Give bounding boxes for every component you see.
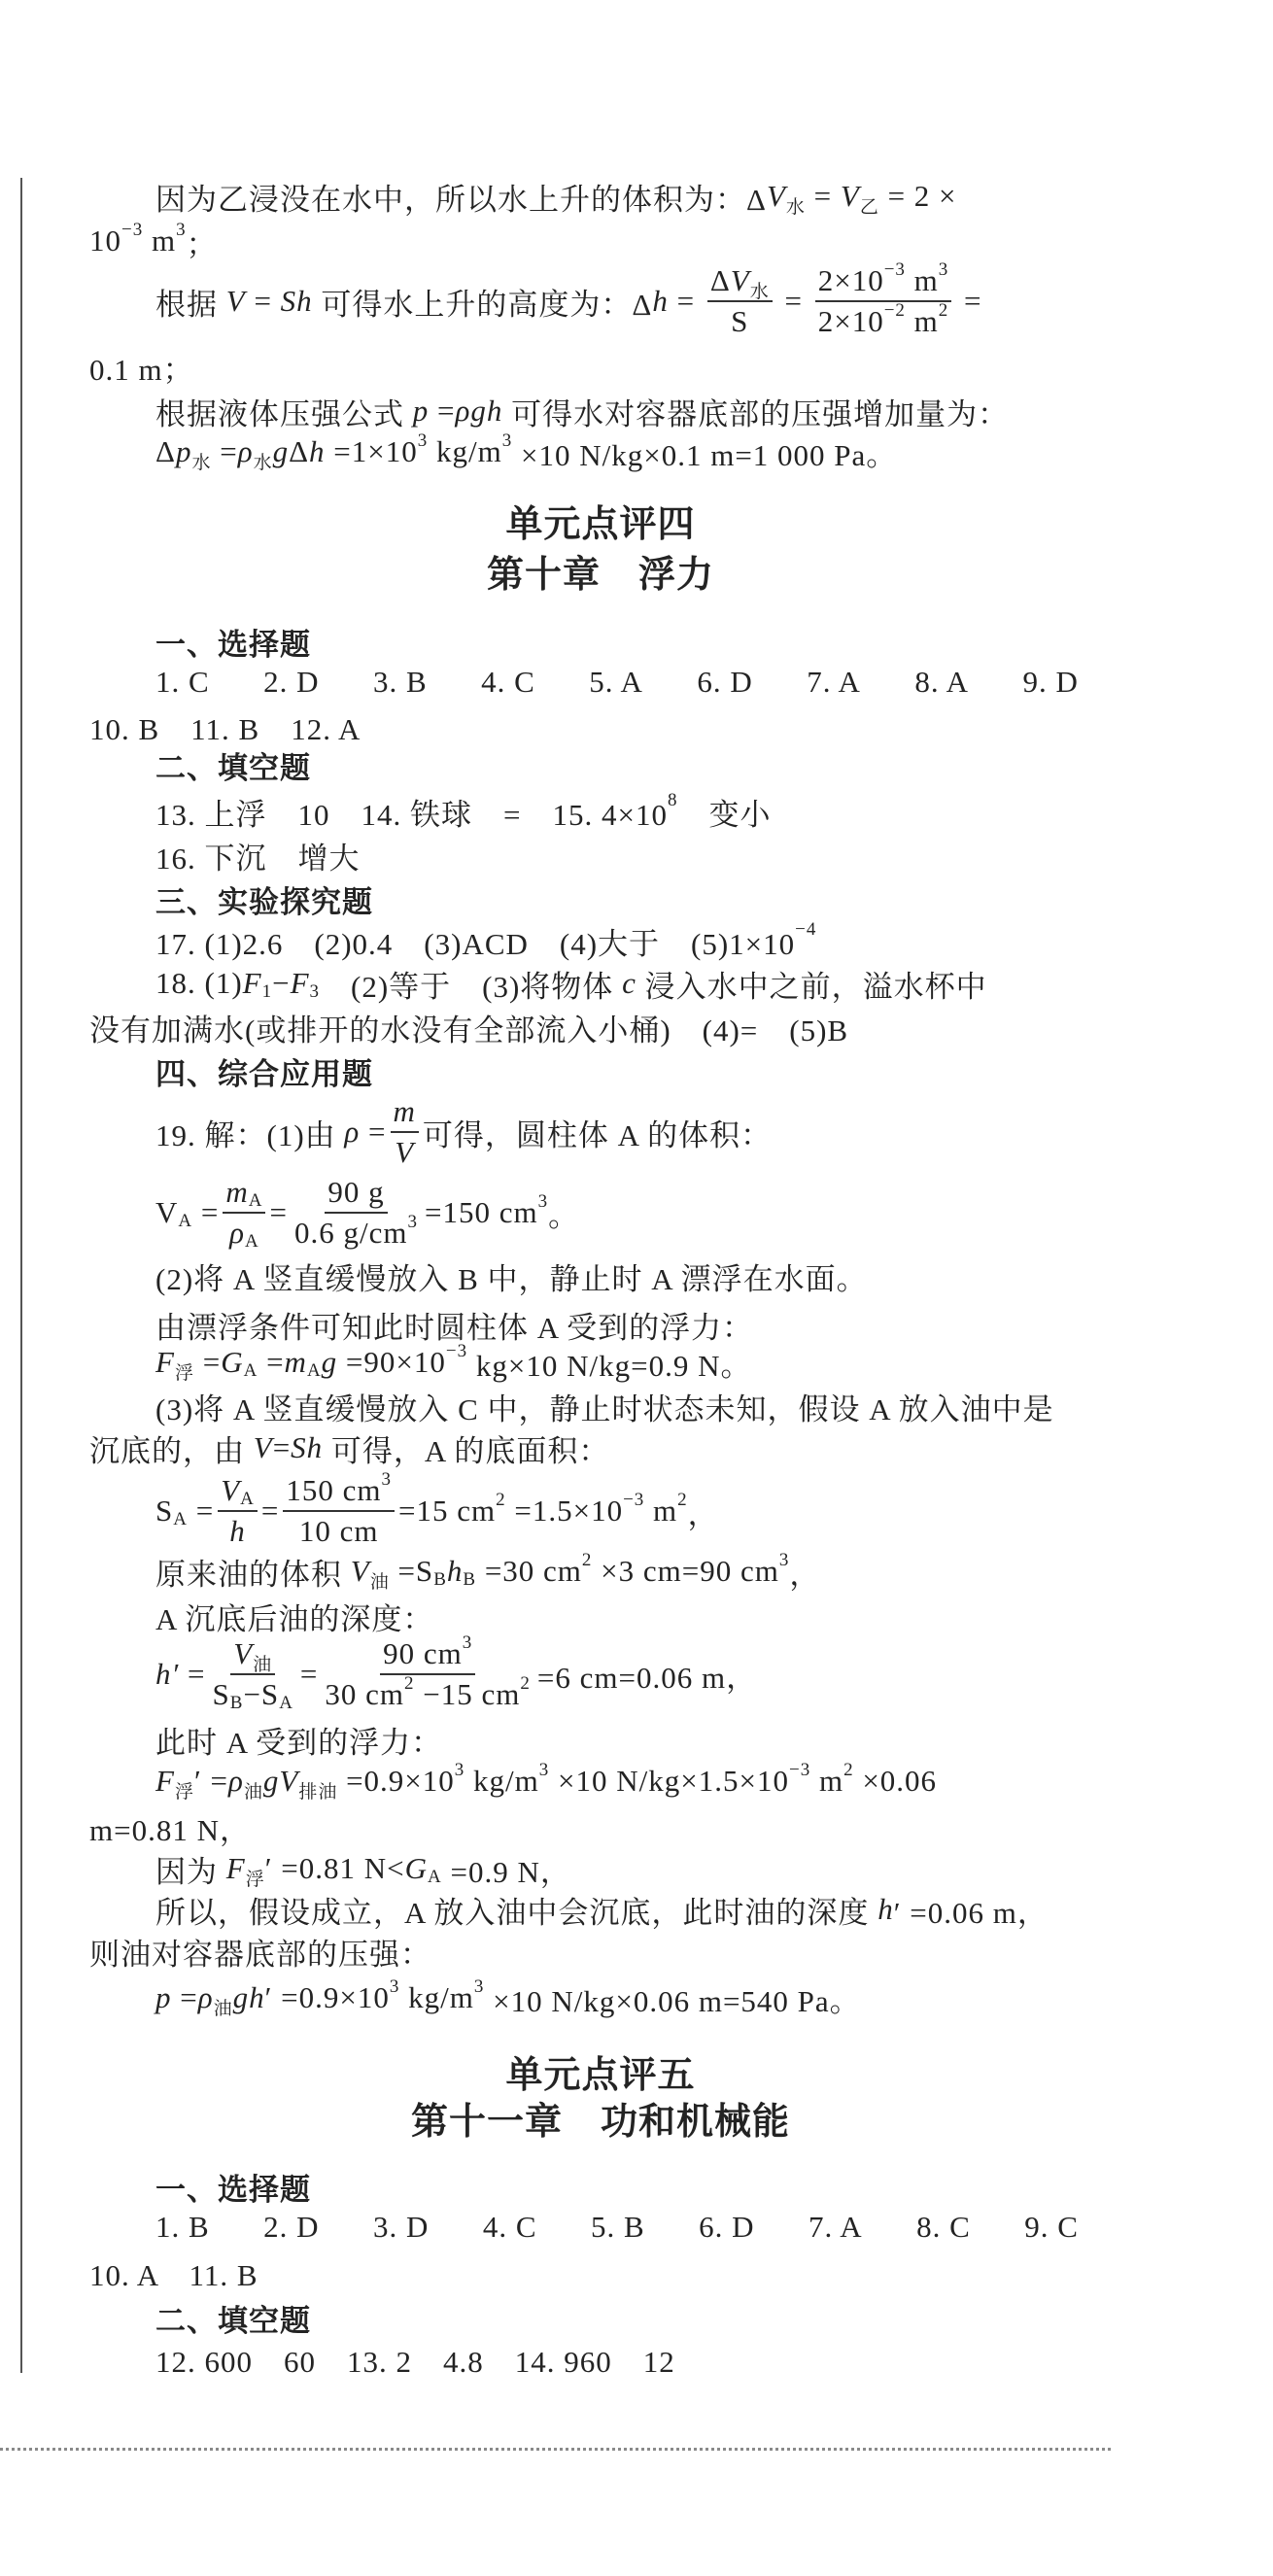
superscript: −3 <box>121 220 144 240</box>
fraction-denominator <box>392 1133 417 1170</box>
text-run: 没有加满水(或排开的水没有全部流入小桶) (4)= (5)B <box>89 1013 849 1048</box>
text-run: ′ =0.81 N< <box>264 1851 405 1885</box>
answer-row <box>155 834 361 876</box>
text-run: = 2 × <box>878 179 957 213</box>
fraction-denominator <box>226 1214 262 1251</box>
math-symbol: gh <box>232 1980 265 2014</box>
text-run: 90 g <box>327 1175 385 1209</box>
text-run: ×10 N/kg×1.5×10 <box>549 1764 789 1798</box>
text-run: 可得水上升的高度为：Δ <box>312 287 653 322</box>
subscript: A <box>240 1489 255 1509</box>
text-run: 10 <box>89 223 121 258</box>
text-run: =0.9×10 <box>337 1764 455 1798</box>
text-run: ′ =0.06 m， <box>893 1895 1049 1930</box>
text-run: = <box>260 1494 280 1528</box>
superscript: −3 <box>623 1490 645 1510</box>
superscript: −4 <box>795 919 817 940</box>
solution-line <box>155 175 957 218</box>
answer-row <box>155 661 1079 704</box>
answer-row <box>155 2337 675 2380</box>
text-run: 5. A <box>589 665 643 699</box>
text-run: = <box>211 434 238 468</box>
text-run: 90 cm <box>383 1636 463 1670</box>
superscript: 3 <box>389 1976 400 1997</box>
fraction <box>322 1632 533 1712</box>
math-symbol: g <box>272 434 290 468</box>
text-run: = <box>192 1195 220 1229</box>
fraction-numerator <box>325 1175 387 1214</box>
text-run: =90×10 <box>337 1345 446 1379</box>
text-run: 10 cm <box>298 1514 379 1548</box>
superscript: 2 <box>581 1550 593 1570</box>
solution-line <box>155 1303 753 1346</box>
text-run: 6. D <box>699 2210 755 2244</box>
text-run: 原来油的体积 <box>155 1557 351 1592</box>
text-run: =6 cm=0.06 m， <box>536 1660 758 1695</box>
text-run: = <box>269 1195 288 1229</box>
text-run: 3. D <box>372 2210 430 2244</box>
text-run: 4. C <box>482 2210 537 2244</box>
text-run: 6. D <box>697 665 753 699</box>
subscript: 1 <box>261 981 273 1002</box>
subscript: 水 <box>785 196 806 218</box>
superscript: 2 <box>496 1490 506 1510</box>
subscript: 油 <box>253 1654 273 1675</box>
solution-line <box>155 1550 820 1593</box>
text-run: =1.5×10 <box>505 1494 624 1528</box>
math-symbol: h <box>446 1554 464 1588</box>
text-run: 由漂浮条件可知此时圆柱体 A 受到的浮力： <box>155 1310 754 1345</box>
fraction <box>223 1175 265 1251</box>
solution-line <box>155 1595 433 1637</box>
math-symbol: Sh <box>291 1430 324 1464</box>
text-run: Δ <box>289 434 310 468</box>
text-run: = <box>187 1494 215 1528</box>
text-run: =15 cm <box>398 1494 497 1528</box>
subscript: 水 <box>749 281 770 302</box>
math-symbol: ρ <box>229 1216 245 1250</box>
text-run: 17. (1)2.6 (2)0.4 (3)ACD (4)大于 (5)1×10 <box>155 926 796 961</box>
subscript: 乙 <box>859 196 879 218</box>
text-run: 9. C <box>1024 2210 1079 2244</box>
text-run: (2)将 A 竖直缓慢放入 B 中，静止时 A 漂浮在水面。 <box>155 1261 868 1296</box>
text-run: − <box>272 966 291 1000</box>
text-run: A 沉底后油的深度： <box>155 1601 434 1636</box>
fraction-denominator <box>296 1512 382 1549</box>
subscript: A <box>306 1360 322 1381</box>
math-symbol: p <box>175 434 192 468</box>
math-symbol: ρgh <box>455 394 503 428</box>
text-run: = <box>193 1345 222 1379</box>
answer-row <box>89 704 361 747</box>
answer-row <box>155 790 771 833</box>
text-run: ′ = <box>193 1764 228 1798</box>
text-run: m=0.81 N， <box>89 1812 251 1847</box>
subscript: B <box>433 1569 447 1590</box>
subscript: A <box>427 1867 442 1887</box>
solution-line <box>155 1760 937 1803</box>
superscript: 3 <box>454 1760 465 1780</box>
solution-line <box>89 1930 431 1973</box>
math-symbol: h <box>877 1892 894 1926</box>
superscript: 3 <box>538 1760 550 1780</box>
text-run: 沉底的，由 <box>89 1433 254 1468</box>
text-run: 8. C <box>916 2210 971 2244</box>
subscript: 浮 <box>174 1781 194 1803</box>
math-symbol: ρ <box>237 434 254 468</box>
superscript: 2 <box>938 300 949 321</box>
text-run: −15 cm <box>414 1677 521 1711</box>
solution-line <box>155 390 1009 432</box>
text-run: m <box>644 1494 678 1528</box>
superscript: 3 <box>537 1191 549 1212</box>
text-run: 12. 600 60 13. 2 4.8 14. 960 12 <box>155 2344 675 2379</box>
text-run: 13. 上浮 10 14. 铁球 = 15. 4×10 <box>155 797 668 832</box>
text-run: 150 cm <box>286 1473 382 1507</box>
fraction-numerator <box>283 1469 395 1512</box>
math-symbol: V <box>395 1135 415 1169</box>
text-run: 浸入水中之前，溢水杯中 <box>636 969 987 1004</box>
solution-line <box>155 1254 868 1297</box>
text-run: Δ <box>155 434 176 468</box>
solution-line <box>155 1888 1049 1931</box>
section-heading: 二、填空题 <box>155 2303 311 2339</box>
fraction-denominator <box>728 302 751 339</box>
math-symbol: V <box>766 179 786 213</box>
text-run: 因为乙浸没在水中，所以水上升的体积为：Δ <box>155 182 767 217</box>
text-run: ； <box>186 226 218 261</box>
math-symbol: m <box>393 1094 416 1128</box>
math-symbol: ρ <box>344 1115 361 1149</box>
fraction-numerator <box>391 1094 419 1133</box>
text-run: =1×10 <box>325 434 418 468</box>
text-run: S <box>155 1494 174 1528</box>
text-run: = <box>775 284 811 318</box>
text-run: 所以，假设成立，A 放入油中会沉底，此时油的深度 <box>155 1895 878 1930</box>
fraction-numerator <box>218 1473 258 1512</box>
text-run: 则油对容器底部的压强： <box>89 1937 431 1972</box>
math-symbol: F <box>225 1851 246 1885</box>
math-symbol: m <box>225 1175 249 1209</box>
section-heading: 一、选择题 <box>155 627 311 663</box>
fraction <box>707 263 773 339</box>
superscript: 3 <box>938 259 949 280</box>
solution-line <box>155 1469 719 1548</box>
text-run: ×10 N/kg×0.06 m=540 Pa。 <box>484 1983 861 2018</box>
subscript: A <box>173 1509 188 1529</box>
text-run: 19. 解：(1)由 <box>155 1117 345 1152</box>
answer-row <box>155 919 816 962</box>
text-run: 10. B 11. B 12. A <box>89 711 361 746</box>
text-run: kg/m <box>399 1980 474 2014</box>
superscript: 2 <box>677 1490 688 1510</box>
fraction <box>391 1094 419 1170</box>
section-heading: 三、实验探究题 <box>155 884 373 920</box>
math-symbol: c <box>622 966 636 1000</box>
text-run: 9. D <box>1022 665 1079 699</box>
text-run: 根据 <box>155 287 226 322</box>
text-run: 根据液体压强公式 <box>155 396 413 431</box>
solution-line <box>89 1805 251 1848</box>
text-run: 可得，圆柱体 A 的体积： <box>422 1117 773 1152</box>
math-symbol: F <box>242 966 262 1000</box>
text-run: = <box>429 394 456 428</box>
math-symbol: ρ <box>227 1764 244 1798</box>
superscript: 3 <box>176 220 187 240</box>
math-symbol: V <box>221 1473 241 1507</box>
text-run: 因为 <box>155 1854 226 1889</box>
solution-line <box>155 1847 571 1890</box>
solution-line <box>89 220 218 262</box>
subscript: A <box>279 1693 293 1713</box>
text-run: = <box>179 1657 206 1691</box>
subscript: A <box>248 1190 263 1211</box>
text-run: ×0.06 <box>853 1764 938 1798</box>
text-run: =30 cm <box>476 1554 582 1588</box>
superscript: 2 <box>520 1673 531 1694</box>
subscript: 浮 <box>174 1362 194 1384</box>
subscript: 3 <box>309 981 321 1002</box>
math-symbol: V <box>233 1636 254 1670</box>
text-run: 18. (1) <box>155 966 243 1000</box>
text-run: 可得，A 的底面积： <box>323 1433 610 1468</box>
solution-line <box>155 1175 580 1252</box>
fraction-numerator <box>707 263 773 302</box>
math-symbol: h <box>309 434 326 468</box>
text-run: V <box>155 1195 179 1229</box>
math-symbol: m <box>284 1345 307 1379</box>
math-symbol: V <box>350 1554 370 1588</box>
text-run: 0.1 m； <box>89 352 194 387</box>
superscript: 3 <box>417 430 429 451</box>
chapter-title: 第十一章 功和机械能 <box>410 2099 790 2143</box>
text-run: Δ <box>709 263 731 297</box>
text-run: 此时 A 受到的浮力： <box>155 1725 443 1760</box>
fraction-numerator <box>223 1175 265 1214</box>
text-run: ×10 N/kg×0.1 m=1 000 Pa。 <box>512 437 898 472</box>
superscript: 2 <box>404 1673 415 1694</box>
text-run: = <box>805 179 841 213</box>
subscript: B <box>463 1569 477 1590</box>
text-run: = <box>272 1430 292 1464</box>
unit-title: 单元点评五 <box>505 2052 696 2096</box>
math-symbol: p <box>155 1980 172 2014</box>
fraction-denominator <box>815 302 952 339</box>
text-run: 8. A <box>914 665 970 699</box>
math-symbol: h <box>652 284 669 318</box>
text-run: = <box>258 1345 285 1379</box>
text-run: = <box>171 1980 198 2014</box>
math-symbol: V <box>840 179 860 213</box>
answer-row <box>89 2250 258 2293</box>
text-run: = <box>245 284 281 318</box>
solution-line <box>155 1718 442 1761</box>
superscript: 3 <box>501 430 513 451</box>
text-run: (2)等于 (3)将物体 <box>320 969 623 1004</box>
superscript: 3 <box>473 1976 485 1997</box>
superscript: 2 <box>843 1760 854 1780</box>
text-run: 2. D <box>263 665 320 699</box>
superscript: 3 <box>407 1212 418 1232</box>
text-run: =0.9 N， <box>441 1854 571 1889</box>
solution-line <box>155 1341 751 1384</box>
text-run: = <box>955 284 982 318</box>
subscript: A <box>245 1231 259 1252</box>
math-symbol: F <box>155 1345 175 1379</box>
fraction <box>292 1175 421 1251</box>
math-symbol: h <box>229 1514 246 1548</box>
solution-line <box>155 430 897 473</box>
fraction <box>283 1469 395 1549</box>
text-run: 4. C <box>481 665 535 699</box>
chapter-title: 第十章 浮力 <box>486 552 714 596</box>
subscript: A <box>178 1211 193 1231</box>
text-run: ×3 cm=90 cm <box>592 1554 779 1588</box>
fraction-numerator <box>815 259 952 302</box>
text-run: 2×10 <box>817 304 884 338</box>
answer-row <box>155 2206 1079 2249</box>
superscript: 8 <box>667 790 678 810</box>
subscript: A <box>243 1360 258 1381</box>
superscript: 3 <box>778 1550 790 1570</box>
section-heading: 四、综合应用题 <box>155 1056 373 1092</box>
subscript: 水 <box>253 452 273 473</box>
text-run: −S <box>243 1677 280 1711</box>
subscript: 水 <box>191 452 212 473</box>
text-run: 0.6 g/cm <box>293 1216 408 1250</box>
math-symbol: h′ <box>155 1657 180 1691</box>
unit-title: 单元点评四 <box>505 501 696 545</box>
text-run: 16. 下沉 增大 <box>155 841 361 876</box>
text-run: = <box>668 284 704 318</box>
text-run: =150 cm <box>424 1195 538 1229</box>
solution-line <box>155 1385 1054 1427</box>
text-run: m <box>143 223 177 258</box>
text-run: = <box>299 1657 319 1691</box>
fraction-numerator <box>230 1636 275 1675</box>
superscript: −2 <box>883 300 906 321</box>
solution-line <box>89 1426 609 1469</box>
text-run: 7. A <box>808 2210 863 2244</box>
math-symbol: F <box>290 966 310 1000</box>
math-symbol: V <box>225 284 246 318</box>
math-symbol: p <box>412 394 430 428</box>
text-run: m <box>905 263 939 297</box>
answer-row <box>155 962 987 1005</box>
fraction-denominator <box>322 1675 533 1712</box>
superscript: −3 <box>445 1341 468 1361</box>
fraction-denominator <box>292 1214 421 1251</box>
text-run: 1. B <box>155 2210 210 2244</box>
solution-line <box>89 345 194 388</box>
math-symbol: g <box>321 1345 338 1379</box>
text-run: 7. A <box>807 665 861 699</box>
fraction <box>815 259 952 339</box>
text-run: S <box>212 1677 230 1711</box>
text-run: =S <box>389 1554 434 1588</box>
solution-line <box>155 1976 861 2019</box>
math-symbol: G <box>221 1345 244 1379</box>
text-run: kg/m <box>428 434 502 468</box>
superscript: 3 <box>381 1469 392 1490</box>
text-run: (3)将 A 竖直缓慢放入 C 中，静止时状态未知，假设 A 放入油中是 <box>155 1391 1054 1426</box>
text-run: 可得水对容器底部的压强增加量为： <box>502 396 1010 431</box>
fraction-denominator <box>210 1675 296 1712</box>
fraction <box>218 1473 258 1549</box>
section-heading: 二、填空题 <box>155 750 311 786</box>
superscript: 3 <box>462 1632 473 1653</box>
text-run: 变小 <box>677 797 772 832</box>
text-run: 2×10 <box>817 263 884 297</box>
text-run: m <box>905 304 939 338</box>
subscript: 油 <box>243 1781 263 1803</box>
text-run: 2. D <box>263 2210 320 2244</box>
math-symbol: F <box>155 1764 175 1798</box>
text-run: m <box>810 1764 844 1798</box>
text-run: = <box>360 1115 387 1149</box>
section-heading: 一、选择题 <box>155 2172 311 2208</box>
math-symbol: G <box>404 1851 428 1885</box>
text-run: ， <box>789 1557 821 1592</box>
answer-row <box>89 1006 848 1048</box>
math-symbol: ρ <box>197 1980 214 2014</box>
subscript: 排油 <box>298 1781 338 1803</box>
text-run: 3. B <box>372 665 428 699</box>
solution-line <box>155 1632 758 1713</box>
fraction-numerator <box>380 1632 475 1675</box>
math-symbol: V <box>253 1430 273 1464</box>
page-divider <box>0 2448 1111 2451</box>
text-run: ， <box>687 1496 719 1531</box>
text-run: 10. A 11. B <box>89 2257 258 2292</box>
text-run: 。 <box>548 1198 580 1233</box>
subscript: 油 <box>369 1571 390 1593</box>
subscript: B <box>229 1693 244 1713</box>
superscript: −3 <box>883 259 906 280</box>
text-run: kg×10 N/kg=0.9 N。 <box>467 1348 752 1383</box>
text-run: S <box>731 304 749 338</box>
subscript: 浮 <box>245 1869 265 1890</box>
math-symbol: gV <box>262 1764 299 1798</box>
math-symbol: V <box>730 263 750 297</box>
solution-line <box>155 1094 773 1169</box>
text-run: ′ =0.9×10 <box>264 1980 390 2014</box>
fraction <box>210 1636 296 1712</box>
superscript: −3 <box>788 1760 811 1780</box>
fraction-denominator <box>226 1512 249 1549</box>
math-symbol: Sh <box>280 284 313 318</box>
solution-line <box>155 259 982 338</box>
subscript: 油 <box>213 1998 233 2019</box>
text-run: kg/m <box>464 1764 539 1798</box>
text-run: 1. C <box>155 665 210 699</box>
text-run: 30 cm <box>325 1677 405 1711</box>
text-run: 5. B <box>590 2210 645 2244</box>
